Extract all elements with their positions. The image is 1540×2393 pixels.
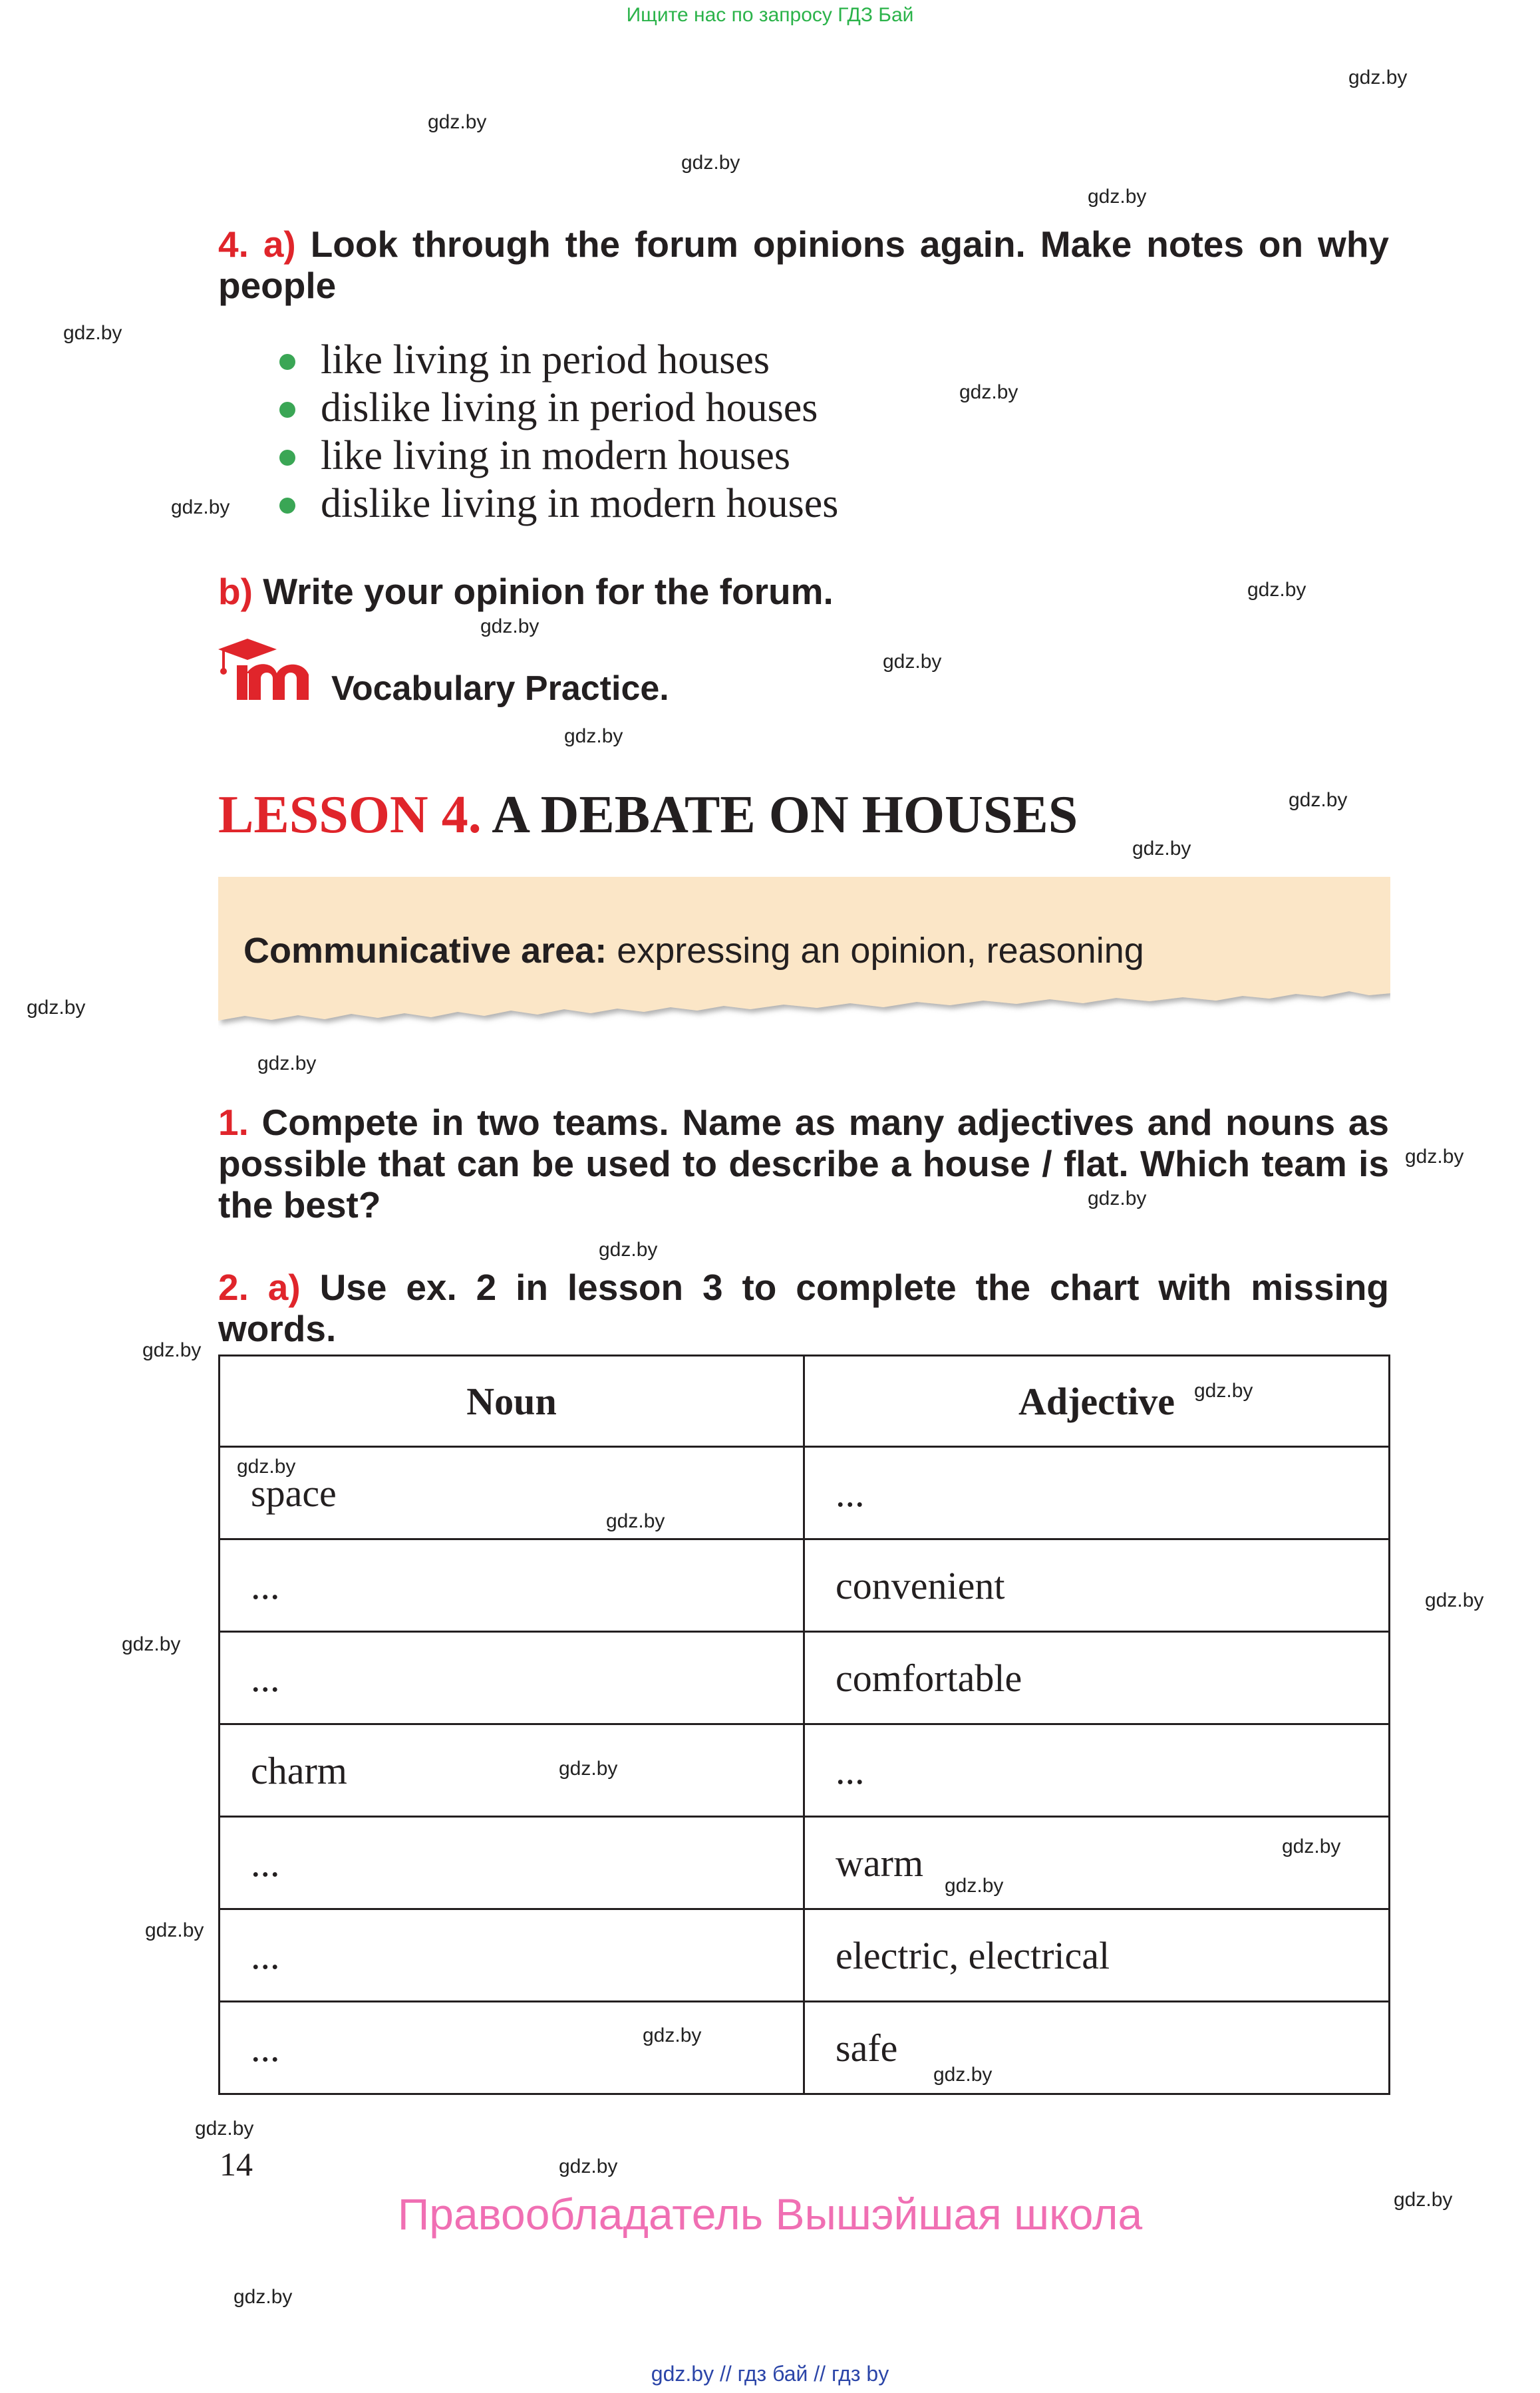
list-item-text: like living in modern houses (321, 433, 791, 478)
list-item (279, 336, 838, 384)
exercise-4-a-text: Look through the forum opinions again. Make notes on why people (218, 224, 1390, 306)
vocabulary-practice-link[interactable]: Vocabulary Practice. (331, 669, 669, 708)
watermark: gdz.by (945, 1875, 1004, 1897)
watermark: gdz.by (257, 1052, 317, 1074)
exercise-2-a (218, 1267, 1389, 1349)
watermark: gdz.by (1282, 1835, 1341, 1857)
list-item (279, 384, 838, 432)
table-row (220, 1817, 1390, 1909)
table-row (220, 1724, 1390, 1817)
bullet-dot-icon (279, 354, 295, 370)
top-banner: Ищите нас по запросу ГДЗ Бай (626, 4, 914, 26)
exercise-4-b-text: Write your opinion for the forum. (263, 571, 834, 612)
table-row (220, 2002, 1390, 2094)
lesson-heading (218, 785, 1078, 846)
exercise-4-b (218, 571, 1389, 612)
watermark: gdz.by (480, 615, 539, 637)
bullet-list (279, 336, 838, 528)
noun-cell: charm (220, 1724, 804, 1817)
column-header-noun: Noun (220, 1356, 804, 1447)
watermark: gdz.by (1348, 67, 1408, 88)
watermark: gdz.by (195, 2118, 254, 2140)
watermark: gdz.by (606, 1510, 665, 1532)
watermark: gdz.by (122, 1633, 181, 1655)
watermark: gdz.by (428, 111, 487, 133)
watermark: gdz.by (1289, 789, 1348, 811)
watermark: gdz.by (1088, 186, 1147, 208)
noun-cell: ... (220, 1539, 804, 1632)
watermark: gdz.by (63, 322, 122, 344)
watermark: gdz.by (1247, 579, 1307, 601)
adjective-cell: convenient (804, 1539, 1390, 1632)
watermark: gdz.by (959, 381, 1018, 403)
adjective-cell: comfortable (804, 1632, 1390, 1724)
exercise-1-number: 1. (218, 1102, 249, 1143)
table-header-row (220, 1356, 1390, 1447)
adjective-cell: safe (804, 2002, 1390, 2094)
noun-cell: ... (220, 1632, 804, 1724)
communicative-area-label: Communicative area: (243, 931, 607, 971)
column-header-adjective: Adjective (804, 1356, 1390, 1447)
watermark: gdz.by (237, 1456, 296, 1478)
adjective-cell: ... (804, 1447, 1390, 1539)
watermark: gdz.by (559, 1758, 618, 1780)
table-row (220, 1539, 1390, 1632)
footer-links[interactable]: gdz.by // гдз бай // гдз by (651, 2362, 889, 2386)
watermark: gdz.by (1132, 838, 1191, 860)
watermark: gdz.by (933, 2064, 993, 2086)
lesson-number: LESSON 4. (218, 786, 482, 844)
watermark: gdz.by (1405, 1146, 1464, 1168)
noun-cell: space (220, 1447, 804, 1539)
watermark: gdz.by (1425, 1589, 1484, 1611)
noun-adjective-chart (218, 1355, 1390, 2095)
exercise-1 (218, 1102, 1389, 1225)
exercise-1-text: Compete in two teams. Name as many adjectives and nouns as possible that can be used to describe a house / flat. Which team is the best? (218, 1102, 1389, 1225)
adjective-cell: warm (804, 1817, 1390, 1909)
watermark: gdz.by (1194, 1380, 1253, 1402)
page-number: 14 (220, 2146, 253, 2183)
noun-cell: ... (220, 2002, 804, 2094)
watermark: gdz.by (1394, 2189, 1453, 2211)
watermark: gdz.by (1088, 1188, 1147, 1209)
watermark: gdz.by (142, 1339, 202, 1361)
watermark: gdz.by (145, 1919, 204, 1941)
copyright-notice: Правообладатель Вышэйшая школа (397, 2189, 1143, 2239)
exercise-4-number: 4. (218, 224, 249, 265)
watermark: gdz.by (233, 2286, 293, 2308)
table-row (220, 1632, 1390, 1724)
communicative-area (243, 930, 1144, 971)
bullet-dot-icon (279, 498, 295, 514)
table-row (220, 1909, 1390, 2002)
list-item-text: dislike living in period houses (321, 385, 818, 430)
watermark: gdz.by (564, 725, 623, 747)
list-item-text: dislike living in modern houses (321, 481, 839, 526)
watermark: gdz.by (883, 651, 942, 673)
exercise-4-b-label: b) (218, 571, 253, 612)
adjective-cell: electric, electrical (804, 1909, 1390, 2002)
table-row (220, 1447, 1390, 1539)
watermark: gdz.by (599, 1239, 658, 1261)
watermark: gdz.by (27, 997, 86, 1019)
list-item (279, 480, 838, 528)
communicative-area-text: expressing an opinion, reasoning (617, 931, 1144, 971)
bullet-dot-icon (279, 450, 295, 466)
watermark: gdz.by (681, 152, 740, 174)
adjective-cell: ... (804, 1724, 1390, 1817)
lesson-title: A DEBATE ON HOUSES (492, 786, 1078, 844)
exercise-2-number: 2. (218, 1267, 249, 1308)
noun-cell: ... (220, 1909, 804, 2002)
watermark: gdz.by (559, 2155, 618, 2177)
noun-cell: ... (220, 1817, 804, 1909)
list-item-text: like living in period houses (321, 337, 770, 383)
exercise-2-a-label: a) (267, 1267, 301, 1308)
vocabulary-logo-icon[interactable] (218, 633, 318, 707)
watermark: gdz.by (643, 2024, 702, 2046)
exercise-4-a-label: a) (263, 224, 296, 265)
exercise-2-text: Use ex. 2 in lesson 3 to complete the chart with missing words. (218, 1267, 1390, 1349)
watermark: gdz.by (171, 496, 230, 518)
exercise-4-a (218, 224, 1389, 306)
bullet-dot-icon (279, 402, 295, 418)
list-item (279, 432, 838, 480)
